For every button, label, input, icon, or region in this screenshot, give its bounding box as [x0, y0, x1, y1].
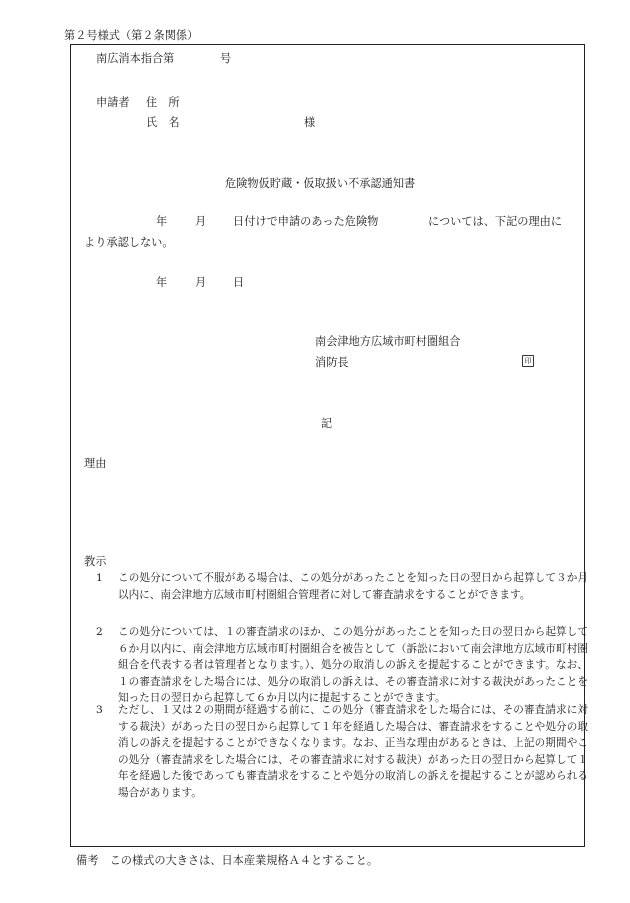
address-label: 住 所 [146, 96, 180, 109]
issue-day: 日 [233, 276, 245, 289]
issue-month: 月 [195, 276, 207, 289]
body-reason-text: については、下記の理由に [428, 215, 563, 228]
reason-label: 理由 [84, 457, 107, 470]
ki-heading: 記 [321, 417, 333, 430]
doc-number-prefix: 南広消本指合第 [96, 52, 175, 65]
document-title: 危険物仮貯蔵・仮取扱い不承認通知書 [225, 177, 416, 190]
honorific: 様 [304, 116, 316, 129]
seal-mark: 印 [522, 355, 534, 367]
doc-number-suffix: 号 [220, 52, 232, 65]
body-year: 年 [156, 215, 168, 228]
name-label: 氏 名 [146, 116, 180, 129]
issue-year: 年 [156, 276, 168, 289]
instruction-number: 2 [96, 626, 103, 638]
body-line2: より承認しない。 [84, 236, 174, 249]
applicant-label: 申請者 [96, 96, 130, 109]
form-label: 第２号様式（第２条関係） [64, 29, 199, 42]
instruction-text: この処分については、１の審査請求のほか、この処分があったことを知った日の翌日から起算して６か月以内に、南会津地方広域市町村圏組合を被告として（訴訟において南会津地方広域市町村圏組合を代表する者は管理者となります。）、処分の取消しの訴えを提起することができます。なお、１の審査請求をした場合には、処分の取消しの訴えは、その審査請求に対する裁決があったことを知った日の翌日から起算して６か月以内に提起することができます。 [118, 626, 588, 704]
instruction-number: 1 [96, 572, 103, 584]
issuer-org: 南会津地方広域市町村圏組合 [315, 335, 461, 348]
instruction-text: この処分について不服がある場合は、この処分があったことを知った日の翌日から起算して３か月以内に、南会津地方広域市町村圏組合管理者に対して審査請求をすることができます。 [118, 572, 588, 601]
remarks-note: 備考 この様式の大きさは、日本産業規格Ａ４とすること。 [76, 854, 379, 867]
instruction-number: 3 [96, 704, 103, 716]
issuer-title: 消防長 [315, 356, 349, 369]
body-month: 月 [195, 215, 207, 228]
body-day-text: 日付けで申請のあった危険物 [233, 215, 379, 228]
instruction-text: ただし、１又は２の期間が経過する前に、この処分（審査請求をした場合には、その審査請求に対する裁決）があった日の翌日から起算して１年を経過した場合は、審査請求をすることや処分の取消しの訴えを提起することができなくなります。なお、正当な理由があるときは、上記の期間やこの処分（審査請求をした場合には、その審査請求に対する裁決）があった日の翌日から起算して１年を経過した後であっても審査請求をすることや処分の取消しの訴えを提起することが認められる場合があります。 [118, 704, 588, 799]
instructions-label: 教示 [84, 555, 107, 568]
